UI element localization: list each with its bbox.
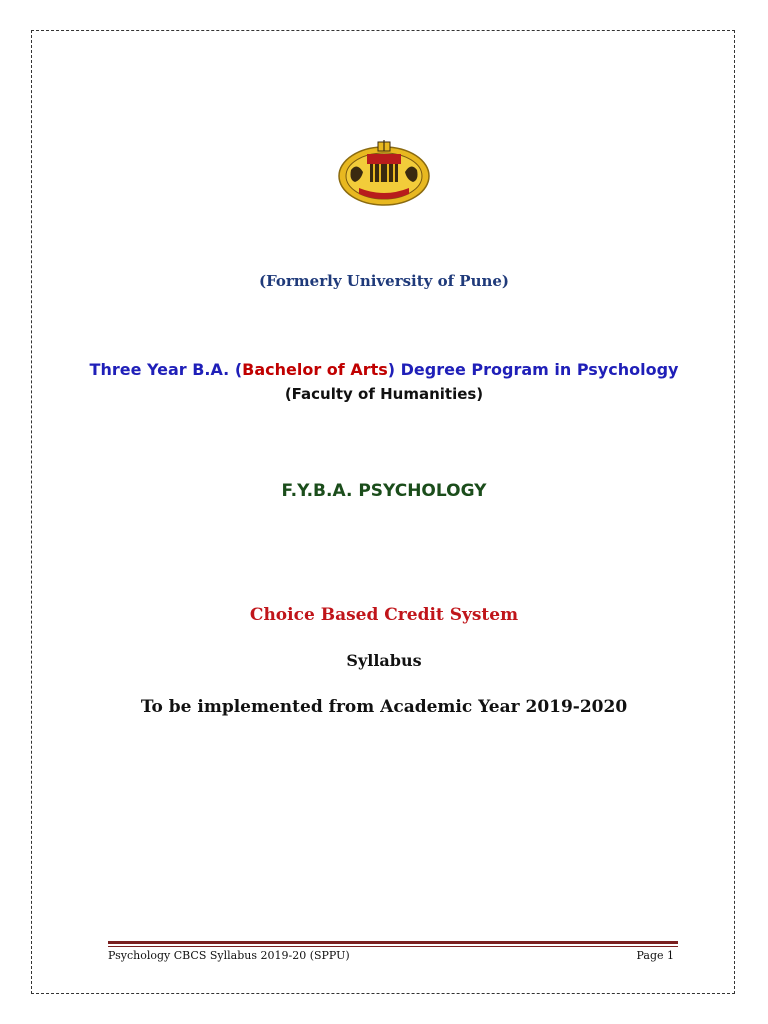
program-title-prefix: Three Year B.A. ( xyxy=(89,360,243,379)
implementation-note: To be implemented from Academic Year 2019-2020 xyxy=(140,697,628,717)
syllabus-label: Syllabus xyxy=(346,651,422,670)
program-title-suffix: ) Degree Program in Psychology xyxy=(387,360,679,379)
program-title xyxy=(0,360,768,379)
university-seal-icon xyxy=(337,140,431,208)
formerly-name: (Formerly University of Pune) xyxy=(258,272,510,290)
faculty-label: (Faculty of Humanities) xyxy=(284,385,484,403)
program-title-highlight: Bachelor of Arts xyxy=(242,360,388,379)
course-title: F.Y.B.A. PSYCHOLOGY xyxy=(281,481,487,501)
credit-system-label: Choice Based Credit System xyxy=(249,605,519,625)
footer-rule xyxy=(108,941,678,944)
page-number: Page 1 xyxy=(636,949,674,962)
footer-title: Psychology CBCS Syllabus 2019-20 (SPPU) xyxy=(108,949,350,962)
footer-rule-thin xyxy=(108,946,678,947)
